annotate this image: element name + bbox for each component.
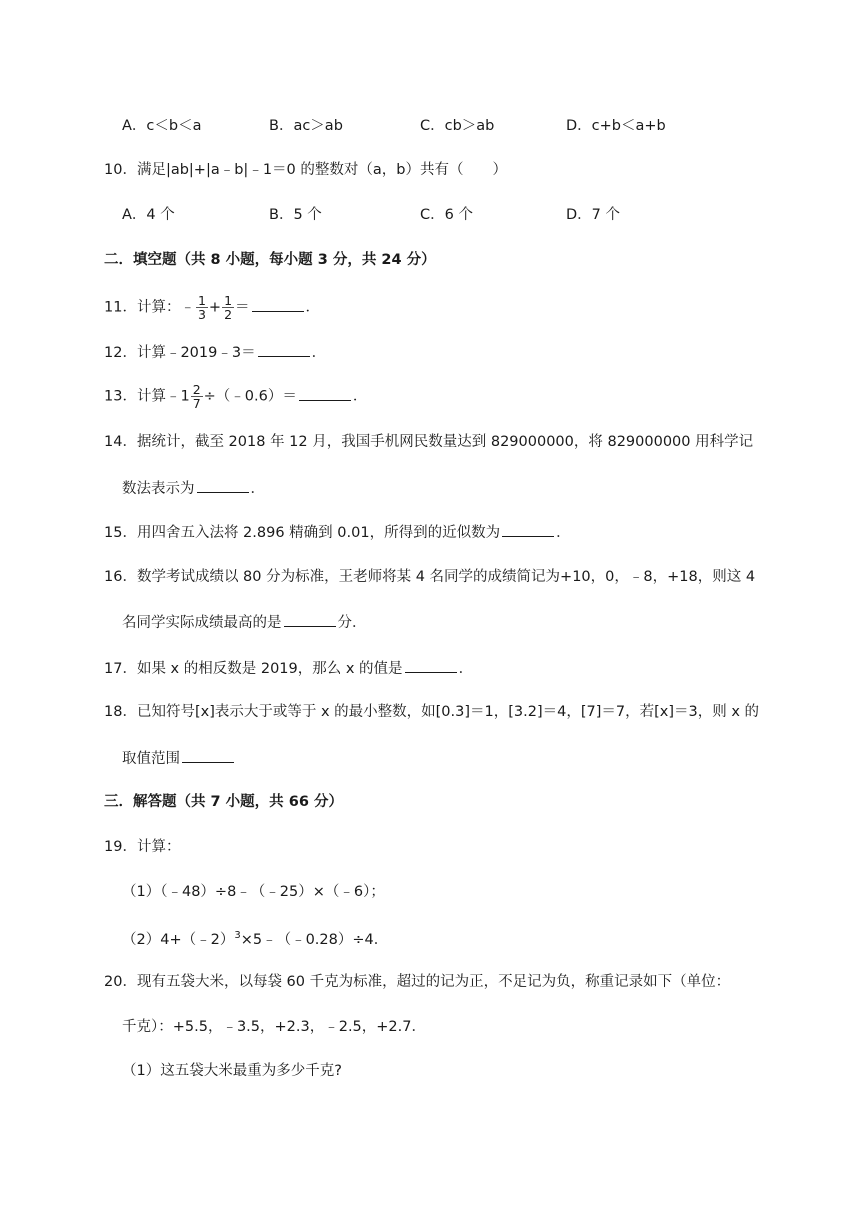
q13-f-den: 7 [192, 396, 201, 411]
q10-option-c: C．6 个 [420, 207, 473, 223]
question-19-part-1: （1）（﹣48）÷8﹣（﹣25）×（﹣6）； [122, 884, 385, 900]
q10-option-a: A．4 个 [122, 207, 175, 223]
q9-option-b: B．ac＞ab [269, 118, 343, 134]
q13-blank [299, 386, 351, 401]
question-19-title: 19．计算： [104, 839, 181, 855]
q14-blank [197, 478, 249, 493]
question-14-line-2 [122, 478, 265, 499]
q16-end: 分． [337, 615, 367, 631]
q18-text: 取值范围 [122, 751, 180, 767]
q19-p2-suffix: ×5﹣（﹣0.28）÷4． [240, 931, 389, 948]
q17-blank [405, 658, 457, 673]
q11-prefix: 11．计算：﹣ [104, 299, 195, 316]
q11-blank [252, 297, 304, 312]
q11-fraction-1 [196, 294, 208, 321]
q15-blank [502, 522, 554, 537]
q15-end: ． [556, 525, 571, 541]
q11-end: ． [305, 299, 321, 316]
q11-f1-den: 3 [197, 307, 206, 322]
q10-option-b: B．5 个 [269, 207, 322, 223]
q9-option-c: C．cb＞ab [420, 118, 495, 134]
q10-option-d: D．7 个 [566, 207, 620, 223]
section-2-heading: 二．填空题（共 8 小题，每小题 3 分，共 24 分） [104, 252, 436, 268]
q9-option-d: D．c+b＜a+b [566, 118, 666, 134]
q13-end: ． [352, 388, 368, 405]
q13-f-num: 2 [192, 382, 201, 397]
q13-mid: ÷（﹣0.6）＝ [203, 388, 297, 405]
q11-plus: + [208, 299, 222, 316]
question-20-part-1: （1）这五袋大米最重为多少千克? [122, 1063, 342, 1079]
question-19-part-2 [122, 926, 388, 950]
question-18-line-2 [122, 748, 236, 769]
q18-blank [182, 748, 234, 763]
q11-equals: ＝ [235, 299, 250, 316]
q14-text: 数法表示为 [122, 481, 195, 497]
q11-fraction-2 [222, 294, 234, 321]
q19-p2-prefix: （2）4+（﹣2） [122, 931, 235, 948]
question-12 [104, 342, 326, 363]
question-20-line-2: 千克）：+5.5，﹣3.5，+2.3，﹣2.5，+2.7． [122, 1019, 426, 1035]
q12-text: 12．计算﹣2019﹣3＝ [104, 345, 256, 361]
q12-end: ． [311, 345, 327, 361]
q15-text: 15．用四舍五入法将 2.896 精确到 0.01，所得到的近似数为 [104, 525, 501, 541]
question-18-line-1: 18．已知符号[x]表示大于或等于 x 的最小整数，如[0.3]＝1，[3.2]＝4，[7]＝7，若[x]＝3，则 x 的 [104, 704, 760, 720]
q11-f2-num: 1 [224, 293, 233, 308]
q12-blank [258, 342, 310, 357]
question-16-line-1: 16．数学考试成绩以 80 分为标准，王老师将某 4 名同学的成绩简记为+10，0，﹣8，+18，则这 4 [104, 569, 756, 585]
q19-p2-exponent: 3 [234, 930, 241, 941]
question-15 [104, 522, 571, 543]
question-16-line-2 [122, 612, 367, 633]
q16-blank [284, 612, 336, 627]
question-11 [104, 294, 320, 321]
q11-f2-den: 2 [224, 307, 233, 322]
question-14-line-1: 14．据统计，截至 2018 年 12 月，我国手机网民数量达到 829000000，将 829000000 用科学记 [104, 434, 754, 450]
q16-text: 名同学实际成绩最高的是 [122, 615, 282, 631]
q14-end: ． [250, 481, 265, 497]
section-3-heading: 三．解答题（共 7 小题，共 66 分） [104, 794, 343, 810]
q13-fraction [191, 383, 203, 410]
q13-prefix: 13．计算﹣1 [104, 388, 190, 405]
q11-f1-num: 1 [197, 293, 206, 308]
question-17 [104, 658, 473, 679]
q9-option-a: A．c＜b＜a [122, 118, 202, 134]
question-13 [104, 383, 367, 410]
q17-end: ． [458, 661, 474, 677]
question-10: 10．满足|ab|+|a﹣b|﹣1＝0 的整数对（a，b）共有（ ） [104, 162, 507, 178]
question-20-line-1: 20．现有五袋大米，以每袋 60 千克为标准，超过的记为正，不足记为负，称重记录如下（单位： [104, 974, 731, 990]
q17-text: 17．如果 x 的相反数是 2019，那么 x 的值是 [104, 661, 403, 677]
